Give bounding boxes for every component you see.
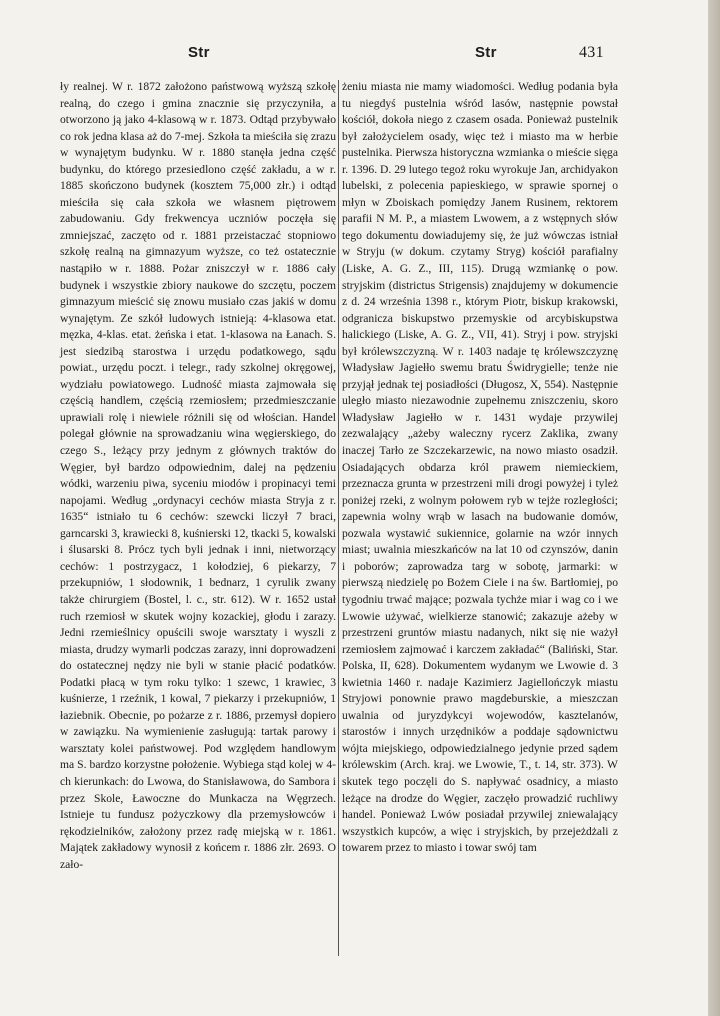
column-divider — [338, 80, 339, 956]
left-column-text: ły realnej. W r. 1872 założono państwową wyższą szkołę realną, do czego i gmina znacznie się przyczyniła, a otworzono ją jako 4-klasową w r. 1873. Odtąd przybywało co rok jedna klasa aż do 7-mej. Szkoła ta mieściła się zrazu w wynajętym budynku. W r. 1880 stanęła jedna część budynku, do którego przesiedlono część zakładu, a w r. 1885 skończono budynek (kosztem 75,000 złr.) i odtąd mieściła się cała szkoła we własnem piętrowem zabudowaniu. Gdy frekwencya uczniów poczęła się zmniejszać, zaczęto od r. 1881 przeistaczać stopniowo szkołę realną na gimnazyum wyższe, co też ostatecznie nastąpiło w r. 1888. Pożar zniszczył w r. 1886 cały budynek i wszystkie zbiory naukowe do szczętu, poczem gimnazyum mieścić się znowu musiało czas jakiś w domu wynajętym. Ze szkół ludowych istnieją: 4-klasowa etat. męzka, 4-klas. etat. żeńska i etat. 1-klasowa na Łanach. S. jest siedzibą starostwa i urzędu podatkowego, sądu powiat., urzędu poczt. i telegr., rady szkolnej okręgowej, wydziału powiatowego. Ludność miasta zajmowała się częścią handlem, częścią rzemiosłem; przedmieszczanie uprawiali rolę i niewiele różnili się od włościan. Handel polegał głównie na sprowadzaniu wina węgierskiego, do czego S., leżący przy jednym z głównych traktów do Węgier, był bardzo odpowiednim, dalej na pędzeniu wódki, warzeniu piwa, syceniu miodów i propinacyi temi napojami. Według „ordynacyi cechów miasta Stryja z r. 1635“ istniało tu 6 cechów: szewcki liczył 7 braci, garncarski 3, krawiecki 8, kuśnierski 12, tkacki 5, kowalski i ślusarski 8. Prócz tych byli jednak i inni, nietworzący cechów: 1 postrzygacz, 1 kołodziej, 6 piekarzy, 7 przekupniów, 1 słodownik, 1 bednarz, 1 cyrulik zwany także chirurgiem (Bostel, l. c., str. 612). W r. 1652 ustał ruch rzemiosł w skutek wojny kozackiej, głodu i zarazy. Jedni rzemieślnicy opuścili swoje warsztaty i wyszli z miasta, drudzy wymarli podczas zarazy, inni doprowadzeni do ostatecznej nędzy nie byli w stanie płacić podatków. Podatki płacą w tym roku tylko: 1 szewc, 1 krawiec, 3 kuśnierze, 1 rzeźnik, 1 kowal, 7 piekarzy i przekupniów, 1 łaziebnik. Obecnie, po pożarze z r. 1886, przemysł dopiero w zawiązku. Na wymienienie zasługują: tartak parowy i warsztaty kolei państwowej. Pod względem handlowym ma S. bardzo korzystne położenie. Wybiega stąd kolej w 4-ch kierunkach: do Lwowa, do Stanisławowa, do Sambora i przez Skole, Ławoczne do Munkacza na Węgrzech. Istnieje tu fundusz pożyczkowy dla przemysłowców i rękodzielników, założony przez radę miejską w r. 1861. Majątek zakładowy wynosił z końcem r. 1886 złr. 2693. O zało- — [60, 80, 336, 871]
right-column-text: żeniu miasta nie mamy wiadomości. Według podania była tu niegdyś pustelnia wśród lasów, następnie powstał kościół, dokoła niego z czasem osada. Ponieważ pustelnik był założycielem osady, więc też i miasto ma w herbie pustelnika. Pierwsza historyczna wzmianka o mieście sięga r. 1396. D. 29 lutego tegoż roku wyrokuje Jan, archidyakon lubelski, z polecenia papieskiego, w sprawie spornej o młyn w Zboiskach pomiędzy Janem Rusinem, rektorem parafii N M. P., a miastem Lwowem, a z wstępnych słów tego dokumentu dowiadujemy się, że już wówczas istniał w Stryju (w dokum. czytamy Stryg) kościół parafialny (Liske, A. G. Z., III, 115). Drugą wzmiankę o pow. stryjskim (districtus Strigensis) znajdujemy w dokumencie z d. 24 września 1398 r., którym Piotr, biskup krakowski, odgranicza biskupstwo przemyskie od arcybiskupstwa halickiego (Liske, A. G. Z., VII, 41). Stryj i pow. stryjski był królewszczyzną. W r. 1403 nadaje tę królewszczyznę Władysław Jagiełło swemu bratu Świdrygielle; tenże nie przyjął jednak tej posiadłości (Długosz, X, 554). Następnie uległo miasto niezawodnie zupełnemu zniszczeniu, skoro Władysław Jagiełło w r. 1431 wydaje przywilej zezwalający „ażeby waleczny rycerz Zaklika, zwany inaczej Tarło ze Szczekarzewic, na nowo miasto osadził. Osiadających obdarza król prawem niemieckiem, przeznacza grunta w przestrzeni mili drogi powyżej i tyleż poniżej rzeki, z wolnym połowem ryb w tejże rozległości; zapewnia wolny wrąb w lasach na budowanie domów, pozwala wystawić sukiennice, golarnie na wzór innych miast; uwalnia mieszkańców na lat 10 od czynszów, danin i poborów; zaprowadza targ w sobotę, jarmarki: w pierwszą niedzielę po Bożem Ciele i na św. Bartłomiej, po tygodniu trwać mające; pozwala tychże miar i wag co i we Lwowie używać, wielkierze stanowić; zakazuje ażeby w przestrzeni gruntów miastu nadanych, nikt się nie ważył rzemiosłem zajmować i karczem zakładać“ (Baliński, Star. Polska, II, 628). Dokumentem wydanym we Lwowie d. 3 kwietnia 1460 r. nadaje Kazimierz Jagiellończyk miastu Stryjowi ponownie prawo magdeburskie, a mieszczan uwalnia od juryzdykcyi wojewodów, kasztelanów, starostów i innych urzędników a poddaje sądownictwu wójta miejskiego, odpowiedzialnego jedynie przed sądem królewskim (Arch. kraj. we Lwowie, T., t. 14, str. 373). W skutek tego poczęli do S. napływać osadnicy, a miasto leżące na drodze do Węgier, zaczęło prowadzić ruchliwy handel. Ponieważ Lwów posiadał przywilej zniewalający wszystkich kupców, a więc i stryjskich, by przejeżdżali z towarem przez to miasto i towar swój tam — [342, 80, 618, 855]
page-number: 431 — [579, 44, 604, 61]
running-head-right: Str — [475, 44, 497, 61]
running-head-left: Str — [188, 44, 210, 61]
page-edge-shadow — [708, 0, 720, 1016]
